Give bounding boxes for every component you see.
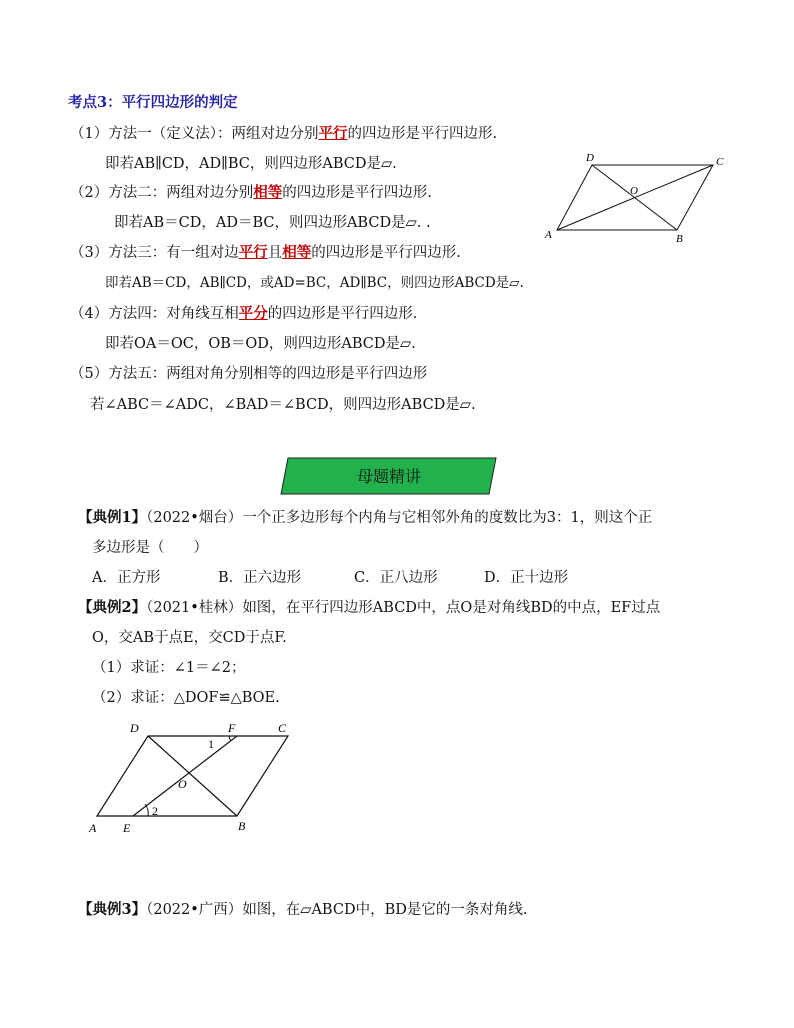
method-1-text: （1）方法一（定义法）：两组对边分别 xyxy=(70,126,319,142)
example-2-part-2: （2）求证：△DOF≌△BOE. xyxy=(92,690,280,706)
example-1-option-a: A．正方形 xyxy=(92,570,161,586)
example-1-question-cont: 多边形是（ ） xyxy=(92,540,208,556)
method-2-keyword: 相等 xyxy=(253,184,283,201)
method-4 xyxy=(70,304,417,324)
method-1-text-end: 的四边形是平行四边形. xyxy=(347,126,498,142)
example-1-option-b: B．正六边形 xyxy=(218,570,302,586)
example-1-option-d: D．正十边形 xyxy=(484,570,569,586)
example-2-source: （2021•桂林） xyxy=(146,600,243,616)
method-5-example: 若∠ABC＝∠ADC，∠BAD＝∠BCD，则四边形ABCD是▱. xyxy=(90,397,476,413)
method-4-keyword: 平分 xyxy=(238,305,268,322)
section-banner xyxy=(280,457,498,495)
example-2-question: 如图，在平行四边形ABCD中，点O是对角线BD的中点，EF过点 xyxy=(242,600,661,616)
angle-1-arc xyxy=(229,736,231,741)
method-2-text-end: 的四边形是平行四边形. xyxy=(282,185,432,201)
figure-2-label-c: C xyxy=(278,721,287,735)
example-1-tag: 【典例1】 xyxy=(78,509,147,526)
figure-2-label-d: D xyxy=(130,721,139,735)
method-2 xyxy=(70,183,432,203)
figure-1-label-c: C xyxy=(716,156,724,168)
method-5: （5）方法五：两组对角分别相等的四边形是平行四边形 xyxy=(70,366,428,382)
example-3 xyxy=(78,900,527,920)
method-3-example: 即若AB＝CD，AB∥CD，或AD=BC，AD∥BC，则四边形ABCD是▱. xyxy=(105,275,524,291)
figure-2-label-a: A xyxy=(89,821,97,835)
method-2-text: （2）方法二：两组对边分别 xyxy=(70,185,254,201)
figure-1-label-b: B xyxy=(676,233,683,245)
example-2 xyxy=(78,598,660,618)
method-1 xyxy=(70,124,497,144)
example-2-part-1: （1）求证：∠1＝∠2； xyxy=(92,660,246,676)
method-4-text: （4）方法四：对角线互相 xyxy=(70,306,239,322)
figure-2-diagonal-bd xyxy=(148,736,237,816)
angle-2-label: 2 xyxy=(152,804,158,818)
method-3-keyword-2: 相等 xyxy=(282,244,312,261)
figure-2-label-o: O xyxy=(178,777,187,791)
method-3-keyword-1: 平行 xyxy=(238,244,268,261)
figure-2-label-e: E xyxy=(123,821,131,835)
example-2-question-cont: O，交AB于点E，交CD于点F. xyxy=(92,630,287,646)
method-4-example: 即若OA＝OC，OB＝OD，则四边形ABCD是▱. xyxy=(105,336,416,352)
banner-title: 母题精讲 xyxy=(356,467,422,486)
figure-2-label-b: B xyxy=(238,819,246,833)
parallelogram-figure-2 xyxy=(85,718,315,838)
figure-1-label-d: D xyxy=(586,152,594,164)
example-2-tag: 【典例2】 xyxy=(78,599,147,616)
method-3 xyxy=(70,243,461,263)
example-3-tag: 【典例3】 xyxy=(78,901,147,918)
method-2-example: 即若AB＝CD，AD＝BC，则四边形ABCD是▱. . xyxy=(114,215,431,231)
example-1-option-c: C．正八边形 xyxy=(354,570,438,586)
figure-2-segment-ef xyxy=(133,736,237,816)
example-1-source: （2022•烟台） xyxy=(146,510,243,526)
example-3-question: 如图，在▱ABCD中，BD是它的一条对角线. xyxy=(242,902,528,918)
angle-1-label: 1 xyxy=(208,737,214,751)
method-4-text-end: 的四边形是平行四边形. xyxy=(267,306,418,322)
method-3-text-mid: 且 xyxy=(267,245,283,261)
section-heading: 考点3：平行四边形的判定 xyxy=(68,94,238,111)
example-1-question: 一个正多边形每个内角与它相邻外角的度数比为3：1，则这个正 xyxy=(242,510,653,526)
example-3-source: （2022•广西） xyxy=(146,902,243,918)
method-3-text-end: 的四边形是平行四边形. xyxy=(311,245,461,261)
figure-1-label-o: O xyxy=(630,185,638,197)
parallelogram-figure-1 xyxy=(540,150,730,250)
method-1-keyword: 平行 xyxy=(318,125,348,142)
method-3-text: （3）方法三：有一组对边 xyxy=(70,245,239,261)
figure-1-label-a: A xyxy=(545,229,552,241)
example-1 xyxy=(78,508,652,528)
figure-2-label-f: F xyxy=(228,721,236,735)
method-1-example: 即若AB∥CD，AD∥BC，则四边形ABCD是▱. xyxy=(105,156,397,172)
figure-1-diagonal-bd xyxy=(592,165,677,230)
